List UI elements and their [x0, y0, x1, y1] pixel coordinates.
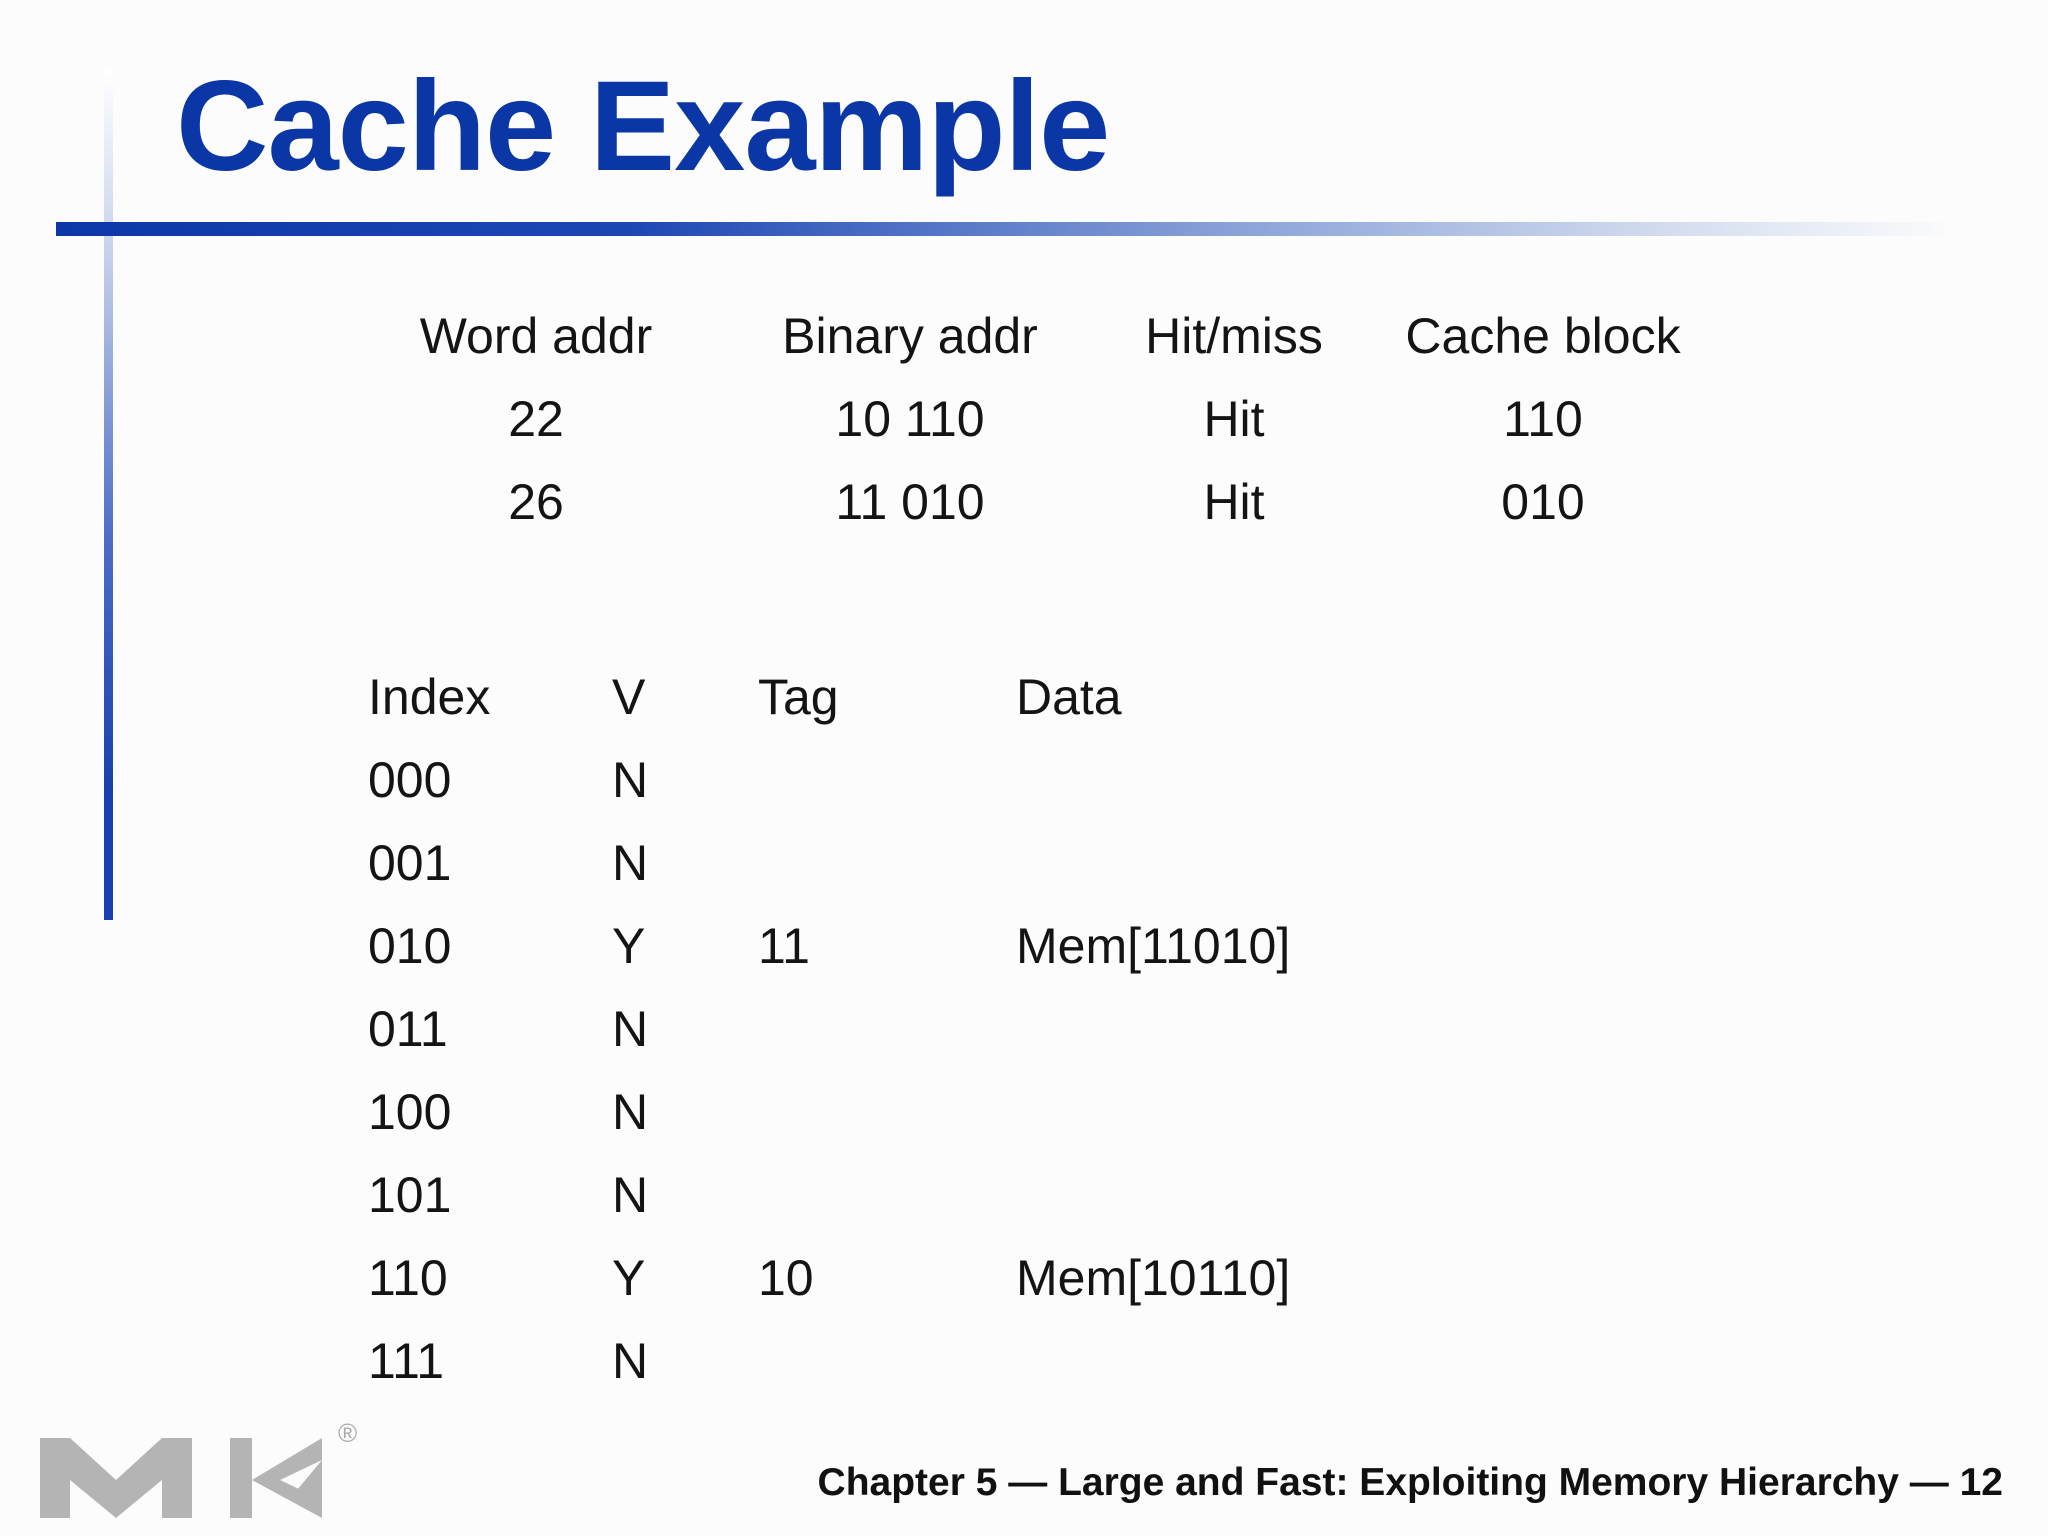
- cache-cell-index: 101: [368, 1167, 452, 1223]
- cache-header-tag: Tag: [758, 669, 839, 725]
- cache-cell-valid: N: [612, 1001, 649, 1057]
- slide-footer: Chapter 5 — Large and Fast: Exploiting Memory Hierarchy — 12: [817, 1461, 2003, 1504]
- access-cell-hit-miss: Hit: [1203, 391, 1265, 447]
- access-header-cache-block: Cache block: [1405, 308, 1681, 364]
- cache-cell-valid: N: [612, 752, 649, 808]
- cache-header-index: Index: [368, 669, 491, 725]
- vertical-rule: [104, 70, 113, 920]
- mk-logo: [40, 1418, 360, 1518]
- cache-cell-index: 010: [368, 918, 452, 974]
- cache-cell-valid: N: [612, 1084, 649, 1140]
- access-cell-hit-miss: Hit: [1203, 474, 1265, 530]
- cache-cell-index: 110: [368, 1250, 448, 1306]
- cache-header-data: Data: [1016, 669, 1122, 725]
- access-header-hit-miss: Hit/miss: [1145, 308, 1323, 364]
- slide-title: Cache Example: [176, 55, 1110, 198]
- mk-logo-mark: [40, 1438, 322, 1518]
- cache-cell-index: 011: [368, 1001, 448, 1057]
- cache-cell-valid: Y: [612, 918, 646, 974]
- access-header-word-addr: Word addr: [419, 308, 653, 364]
- access-cell-cache-block: 010: [1501, 474, 1585, 530]
- access-header-binary-addr: Binary addr: [782, 308, 1038, 364]
- access-cell-cache-block: 110: [1503, 391, 1583, 447]
- cache-cell-tag: 10: [758, 1250, 814, 1306]
- cache-cell-valid: N: [612, 1167, 649, 1223]
- cache-cell-data: Mem[10110]: [1016, 1250, 1291, 1306]
- cache-header-valid: V: [612, 669, 646, 725]
- cache-cell-index: 100: [368, 1084, 452, 1140]
- cache-cell-data: Mem[11010]: [1016, 918, 1291, 974]
- cache-cell-tag: 11: [758, 918, 810, 974]
- access-cell-word-addr: 22: [508, 391, 564, 447]
- access-cell-binary-addr: 11 010: [835, 474, 985, 530]
- cache-cell-valid: N: [612, 835, 649, 891]
- access-cell-binary-addr: 10 110: [835, 391, 985, 447]
- cache-cell-valid: N: [612, 1333, 649, 1389]
- title-underline-rule: [56, 222, 1956, 236]
- cache-cell-valid: Y: [612, 1250, 646, 1306]
- registered-mark: ®: [338, 1418, 358, 1448]
- cache-cell-index: 111: [368, 1333, 445, 1389]
- cache-cell-index: 000: [368, 752, 452, 808]
- access-cell-word-addr: 26: [508, 474, 564, 530]
- cache-cell-index: 001: [368, 835, 452, 891]
